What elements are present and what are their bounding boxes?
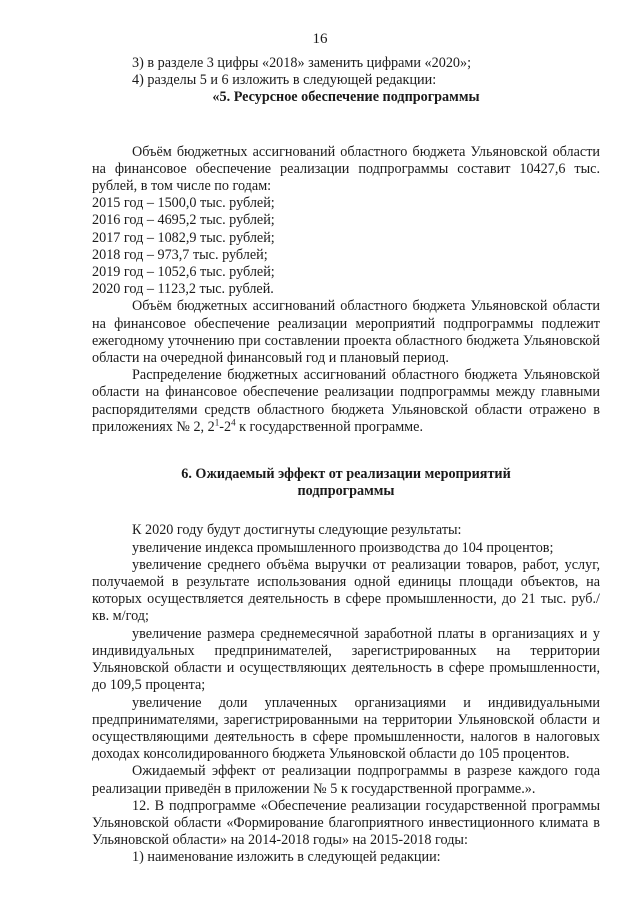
result-item-4: увеличение доли уплаченных организациями и индивидуальными предпринимателями, зарегистрированными на территории Ульяновской области и осуществляющими деятельность в сфере промышленности, налогов в налоговых доходах консолидированного бюджета Ульяновской области до 105 процентов. — [92, 694, 600, 763]
section6-heading-line1: 6. Ожидаемый эффект от реализации мероприятий — [181, 466, 511, 483]
result-item-1: увеличение индекса промышленного производства до 104 процентов; — [132, 539, 554, 556]
section6-heading-line2: подпрограммы — [297, 483, 395, 500]
section5-paragraph-2: Объём бюджетных ассигнований областного бюджета Ульяновской области на финансовое обеспечение реализации мероприятий подпрограммы подлежит ежегодному уточнению при составлении проекта областного бюджета Ульяновской области на очередной финансовый год и плановый период. — [92, 298, 600, 367]
section6-lead: К 2020 году будут достигнуты следующие результаты: — [132, 522, 462, 539]
result-item-3: увеличение размера среднемесячной заработной платы в организациях и у индивидуальных предпринимателей, зарегистрированных на территории Ульяновской области и осуществляющих деятельность в сфере промышленности, до 109,5 процента; — [92, 625, 600, 694]
spacer — [92, 107, 600, 144]
year-line-2018: 2018 год – 973,7 тыс. рублей; — [92, 246, 268, 263]
spacer — [92, 500, 600, 522]
year-line-2015: 2015 год – 1500,0 тыс. рублей; — [92, 195, 275, 212]
section5-paragraph-3: Распределение бюджетных ассигнований областного бюджета Ульяновской области на финансовое обеспечение реализации подпрограммы между главными распорядителями средств областного бюджета Ульяновской области отражено в приложениях № 2, $2^1-2^4$ к государственной программе. — [92, 367, 600, 435]
section5-intro: Объём бюджетных ассигнований областного бюджета Ульяновской области на финансовое обеспечение реализации подпрограммы составит 10427,6 тыс. рублей, в том числе по годам: — [92, 143, 600, 195]
item-12: 12. В подпрограмме «Обеспечение реализации государственной программы Ульяновской области «Формирование благоприятного инвестиционного климата в Ульяновской области» на 2014-2018 годы» на 2015-2018 годы: — [92, 797, 600, 849]
page-number: 16 — [312, 31, 328, 47]
year-line-2019: 2019 год – 1052,6 тыс. рублей; — [92, 264, 275, 281]
list-item-4: 4) разделы 5 и 6 изложить в следующей редакции: — [132, 72, 437, 89]
section5-heading: «5. Ресурсное обеспечение подпрограммы — [212, 89, 480, 106]
section6-closing: Ожидаемый эффект от реализации подпрограммы в разрезе каждого года реализации приведён в приложении № 5 к государственной программе.». — [92, 763, 600, 797]
year-line-2017: 2017 год – 1082,9 тыс. рублей; — [92, 229, 275, 246]
spacer — [92, 436, 600, 466]
document-body — [92, 55, 600, 867]
item-12-subitem-1: 1) наименование изложить в следующей редакции: — [132, 849, 441, 866]
year-line-2020: 2020 год – 1123,2 тыс. рублей. — [92, 281, 274, 298]
result-item-2: увеличение среднего объёма выручки от реализации товаров, работ, услуг, получаемой в результате использования одной единицы площади объектов, на которых осуществляется деятельность в сфере промышленности, до 21 тыс. руб./кв. м/год; — [92, 556, 600, 625]
year-line-2016: 2016 год – 4695,2 тыс. рублей; — [92, 212, 275, 229]
list-item-3: 3) в разделе 3 цифры «2018» заменить цифрами «2020»; — [132, 55, 472, 71]
